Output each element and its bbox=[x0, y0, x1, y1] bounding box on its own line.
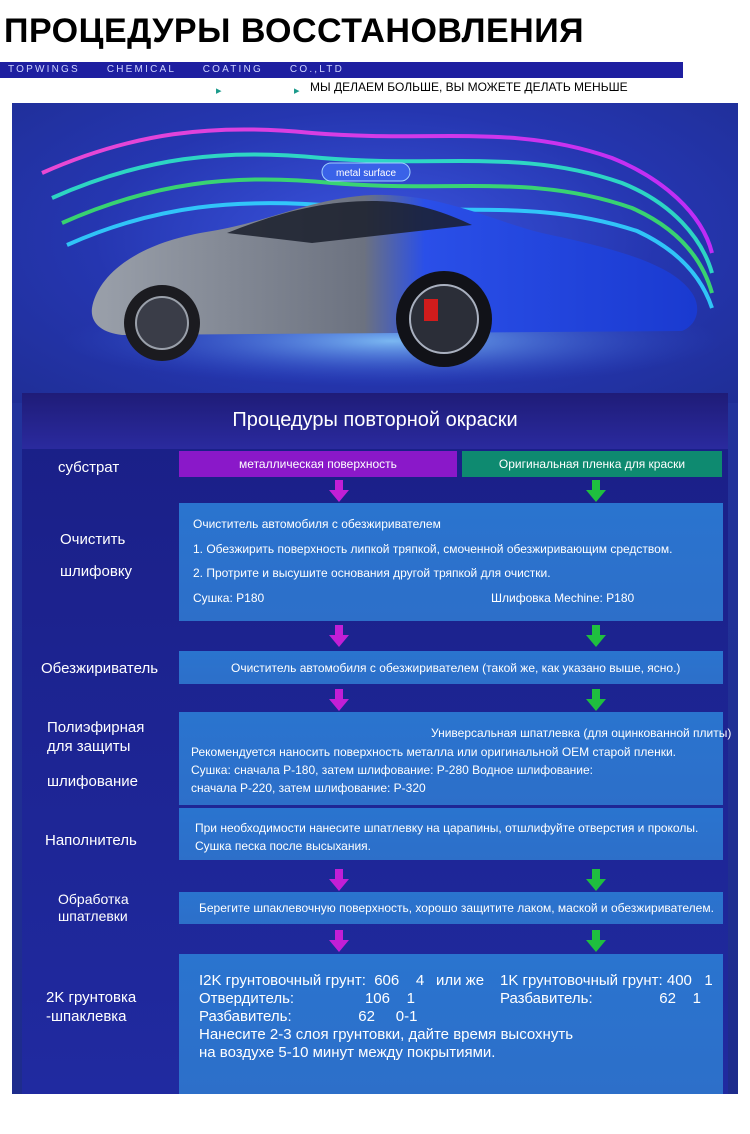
page-title: ПРОЦЕДУРЫ ВОССТАНОВЛЕНИЯ bbox=[4, 12, 585, 50]
clean-line: Очиститель автомобиля с обезжиривателем bbox=[193, 517, 441, 531]
grinding-label: шлифование bbox=[47, 773, 138, 790]
primer-row: 1K грунтовочный грунт: 400 1 bbox=[500, 972, 713, 989]
primer-label-2: -шпаклевка bbox=[46, 1008, 127, 1025]
clean-label: Очистить bbox=[60, 531, 126, 548]
clean-dry-right: Шлифовка Mechine: P180 bbox=[491, 591, 635, 605]
arrow-down-icon bbox=[329, 689, 349, 711]
primer-row: на воздухе 5-10 минут между покрытиями. bbox=[199, 1044, 496, 1061]
original-film-header: Оригинальная пленка для краски bbox=[462, 451, 722, 477]
primer-label: 2K грунтовка bbox=[46, 989, 137, 1006]
metal-surface-badge: metal surface bbox=[335, 168, 397, 179]
arrow-down-icon bbox=[586, 930, 606, 952]
arrow-down-icon bbox=[586, 869, 606, 891]
putty-text: Берегите шпаклевочную поверхность, хорошо защитите лаком, маской и обезжиривателем. bbox=[199, 901, 714, 915]
company-name: TOPWINGS CHEMICAL COATING CO.,LTD bbox=[8, 64, 345, 75]
chevron-right-icon: ▸ bbox=[216, 85, 222, 97]
hero-car-image bbox=[12, 103, 738, 403]
company-bar bbox=[0, 62, 683, 78]
filler-line: Сушка песка после высыхания. bbox=[195, 839, 372, 853]
degreaser-label: Обезжириватель bbox=[41, 660, 159, 677]
arrow-down-icon bbox=[329, 930, 349, 952]
primer-row: Отвердитель: 106 1 bbox=[199, 990, 415, 1007]
substrate-label: субстрат bbox=[58, 459, 120, 476]
putty-label: Обработка bbox=[58, 891, 129, 907]
clean-box bbox=[179, 503, 723, 621]
protection-label: для защиты bbox=[47, 738, 131, 755]
filler-line: При необходимости нанесите шпатлевку на царапины, отшлифуйте отверстия и проколы. bbox=[195, 821, 699, 835]
panel-title: Процедуры повторной окраски bbox=[232, 409, 518, 431]
clean-line: 1. Обезжирить поверхность липкой тряпкой, смоченной обезжиривающим средством. bbox=[193, 542, 673, 556]
putty-label-2: шпатлевки bbox=[58, 908, 128, 924]
polyester-line: Рекомендуется наносить поверхность металла или оригинальной OEM старой пленки. bbox=[191, 745, 677, 759]
arrow-down-icon bbox=[329, 625, 349, 647]
primer-row: Нанесите 2-3 слоя грунтовки, дайте время высохнуть bbox=[199, 1026, 574, 1043]
degreaser-box bbox=[179, 651, 723, 684]
primer-row: Разбавитель: 62 0-1 bbox=[199, 1008, 418, 1025]
sanding-label: шлифовку bbox=[60, 563, 133, 580]
filler-label: Наполнитель bbox=[45, 832, 137, 849]
polyester-box bbox=[179, 712, 732, 805]
tagline: МЫ ДЕЛАЕМ БОЛЬШЕ, ВЫ МОЖЕТЕ ДЕЛАТЬ МЕНЬШЕ bbox=[310, 80, 628, 94]
clean-line: 2. Протрите и высушите основания другой тряпкой для очистки. bbox=[193, 566, 551, 580]
polyester-line: Сушка: сначала P-180, затем шлифование: P-280 Водное шлифование: bbox=[191, 763, 594, 777]
metal-surface-header: металлическая поверхность bbox=[179, 451, 457, 477]
polyester-line: сначала P-220, затем шлифование: P-320 bbox=[191, 781, 426, 795]
arrow-down-icon bbox=[586, 625, 606, 647]
primer-box bbox=[179, 954, 723, 1094]
primer-or: или же bbox=[436, 972, 485, 989]
arrow-down-icon bbox=[329, 869, 349, 891]
clean-dry-left: Сушка: P180 bbox=[193, 591, 265, 605]
primer-row: I2K грунтовочный грунт: 606 4 bbox=[199, 972, 425, 989]
arrow-down-icon bbox=[586, 480, 606, 502]
degreaser-text: Очиститель автомобиля с обезжиривателем (такой же, как указано выше, ясно.) bbox=[231, 661, 681, 675]
primer-row: Разбавитель: 62 1 bbox=[500, 990, 701, 1007]
panel-header bbox=[22, 393, 728, 449]
arrow-down-icon bbox=[586, 689, 606, 711]
polyester-line: Универсальная шпатлевка (для оцинкованной плиты) bbox=[431, 726, 732, 740]
polyester-label: Полиэфирная bbox=[47, 719, 145, 736]
putty-box bbox=[179, 892, 723, 924]
filler-box bbox=[179, 808, 723, 860]
chevron-right-icon: ▸ bbox=[294, 85, 300, 97]
arrow-down-icon bbox=[329, 480, 349, 502]
